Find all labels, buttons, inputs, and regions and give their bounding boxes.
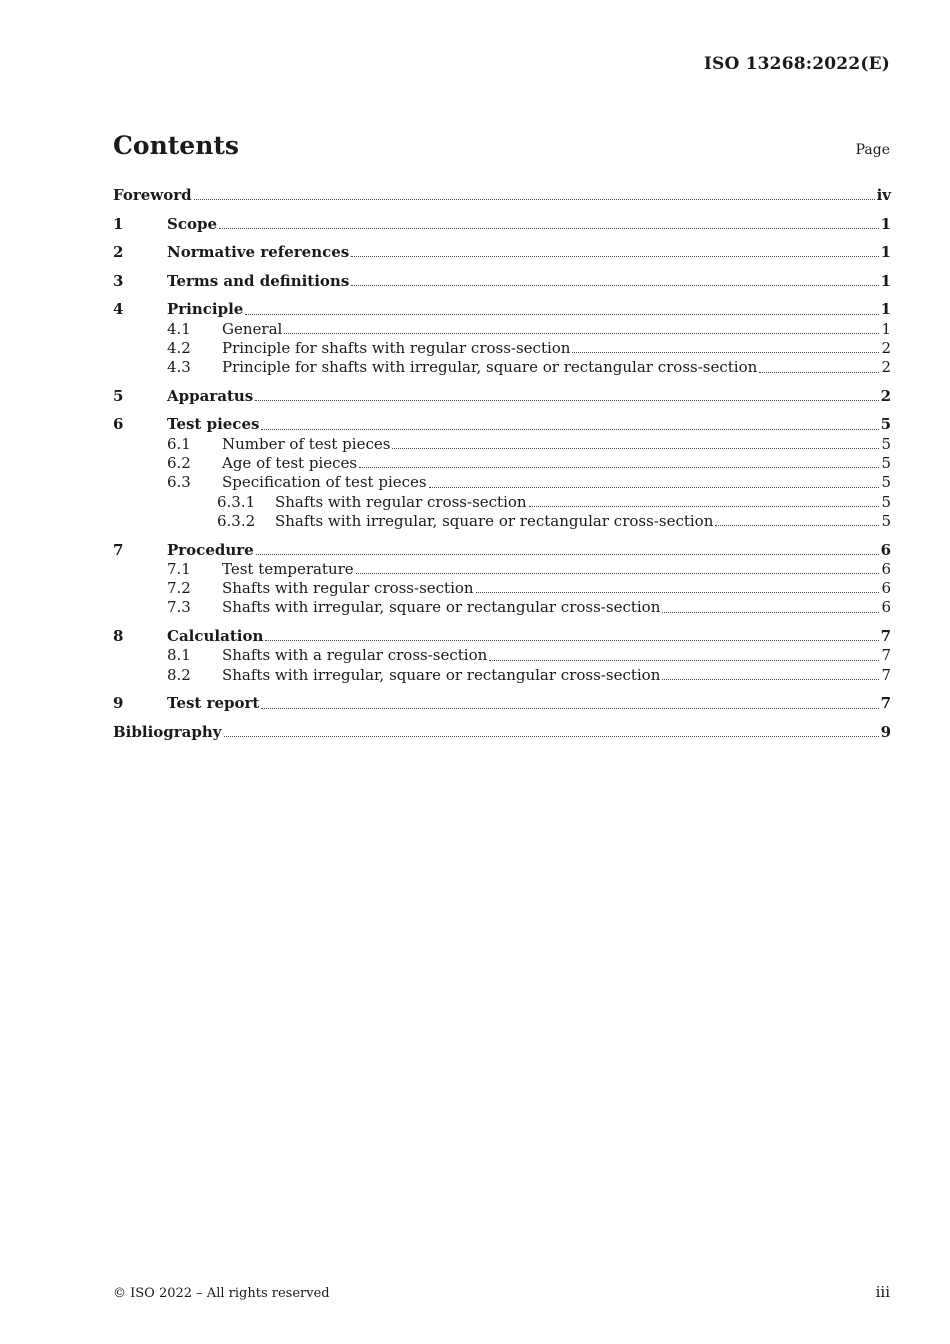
toc-entry-number: 8.2 <box>167 665 191 684</box>
toc-entry-number: 7.1 <box>167 559 191 578</box>
toc-entry-page: 1 <box>881 319 891 338</box>
toc-entry-page: 5 <box>881 492 891 511</box>
toc-entry-number: 4.1 <box>167 319 191 338</box>
toc-entry-number: 6.2 <box>167 454 191 473</box>
toc-entry-number: 8.1 <box>167 646 191 665</box>
toc-entry[interactable] <box>113 387 891 406</box>
toc-entry-number: 6.1 <box>167 434 191 453</box>
toc-entry-title: Specification of test pieces <box>222 473 427 492</box>
toc-entry-page: 6 <box>880 540 891 559</box>
toc-entry-number: 8 <box>113 627 124 646</box>
toc-entry-number: 6.3 <box>167 473 191 492</box>
dot-leader <box>359 466 879 468</box>
toc-entry-page: 7 <box>881 646 891 665</box>
toc-entry-title: Foreword <box>113 186 192 204</box>
toc-entry-number: 4 <box>113 300 124 319</box>
toc-entry-number: 6.3.1 <box>217 492 256 511</box>
toc-entry-number: 1 <box>113 214 124 233</box>
toc-entry-page: 2 <box>881 338 891 357</box>
toc-entry-title: Principle <box>167 300 244 319</box>
toc-entry-page: 6 <box>881 559 891 578</box>
toc-entry-title: Apparatus <box>167 386 254 405</box>
toc-entry-number: 6.3.2 <box>217 511 256 530</box>
toc-entry[interactable] <box>113 493 891 512</box>
toc-entry-title: Shafts with irregular, square or rectangular cross-section <box>222 598 661 617</box>
dot-leader <box>489 659 879 661</box>
dot-leader <box>662 611 879 613</box>
dot-leader <box>194 198 875 200</box>
toc-entry-title: Procedure <box>167 540 254 559</box>
dot-leader <box>224 735 879 737</box>
contents-heading: Contents <box>113 131 240 160</box>
dot-leader <box>662 678 879 680</box>
toc-entry[interactable] <box>113 243 891 262</box>
toc-entry[interactable] <box>113 666 891 685</box>
dot-leader <box>245 313 878 315</box>
dot-leader <box>356 572 880 574</box>
toc-entry-page: 5 <box>881 473 891 492</box>
toc-entry[interactable] <box>113 358 891 377</box>
toc-entry-page: 1 <box>880 243 891 262</box>
toc-entry[interactable] <box>113 415 891 434</box>
toc-entry[interactable] <box>113 215 891 234</box>
toc-entry-page: 6 <box>881 579 891 598</box>
dot-leader <box>261 707 878 709</box>
toc-entry-page: 5 <box>881 454 891 473</box>
dot-leader <box>572 351 879 353</box>
dot-leader <box>261 428 878 430</box>
dot-leader <box>476 591 880 593</box>
toc-entry-title: Shafts with regular cross-section <box>222 579 474 598</box>
page-column-label: Page <box>855 142 890 158</box>
toc-entry-number: 5 <box>113 386 124 405</box>
toc-entry-title: Scope <box>167 214 218 233</box>
toc-entry-title: Shafts with a regular cross-section <box>222 646 488 665</box>
toc-entry-page: 5 <box>880 415 891 434</box>
toc-entry-page: 2 <box>881 358 891 377</box>
dot-leader <box>265 639 878 641</box>
toc-entry-title: Terms and definitions <box>167 271 350 290</box>
toc-entry-page: 1 <box>880 214 891 233</box>
toc-entry[interactable] <box>113 560 891 579</box>
toc-entry[interactable] <box>113 579 891 598</box>
toc-entry-number: 7.3 <box>167 598 191 617</box>
toc-entry[interactable] <box>113 598 891 617</box>
dot-leader <box>219 227 879 229</box>
toc-entry-title: Shafts with irregular, square or rectangular cross-section <box>222 665 661 684</box>
toc-entry[interactable] <box>113 272 891 291</box>
toc-entry-number: 7 <box>113 540 124 559</box>
toc-entry-number: 2 <box>113 243 124 262</box>
toc-entry[interactable] <box>113 694 891 713</box>
toc-entry-page: 1 <box>880 300 891 319</box>
toc-entry[interactable] <box>113 646 891 665</box>
toc-entry-title: Test temperature <box>222 559 354 578</box>
toc-entry[interactable] <box>113 541 891 560</box>
toc-entry-title: Test pieces <box>167 415 260 434</box>
toc-entry-title: Test report <box>167 694 260 713</box>
toc-entry-page: 2 <box>880 386 891 405</box>
toc-entry[interactable] <box>113 186 891 205</box>
toc-entry-number: 9 <box>113 694 124 713</box>
dot-leader <box>429 486 880 488</box>
toc-entry-title: Shafts with regular cross-section <box>275 492 527 511</box>
toc-entry[interactable] <box>113 320 891 339</box>
dot-leader <box>392 447 879 449</box>
toc-entry[interactable] <box>113 473 891 492</box>
toc-entry-page: iv <box>876 186 891 204</box>
toc-entry-page: 1 <box>880 271 891 290</box>
toc-entry-title: Principle for shafts with irregular, square or rectangular cross-section <box>222 358 758 377</box>
toc-entry-page: 7 <box>880 694 891 713</box>
toc-entry-title: Calculation <box>167 627 264 646</box>
toc-entry-page: 9 <box>880 722 891 741</box>
toc-entry-title: General <box>222 319 283 338</box>
toc-entry-title: Normative references <box>167 243 350 262</box>
table-of-contents <box>113 186 891 742</box>
dot-leader <box>284 332 879 334</box>
toc-entry[interactable] <box>113 627 891 646</box>
toc-entry-page: 6 <box>881 598 891 617</box>
dot-leader <box>529 505 880 507</box>
toc-entry-title: Shafts with irregular, square or rectangular cross-section <box>275 511 714 530</box>
dot-leader <box>759 371 879 373</box>
toc-entry[interactable] <box>113 512 891 531</box>
toc-entry[interactable] <box>113 723 891 742</box>
dot-leader <box>715 524 879 526</box>
toc-entry-number: 7.2 <box>167 579 191 598</box>
toc-entry[interactable] <box>113 435 891 454</box>
toc-entry-page: 7 <box>881 665 891 684</box>
toc-entry[interactable] <box>113 300 891 319</box>
document-id: ISO 13268:2022(E) <box>703 54 890 74</box>
toc-entry-page: 7 <box>880 627 891 646</box>
dot-leader <box>255 399 878 401</box>
toc-entry-number: 3 <box>113 271 124 290</box>
toc-entry-number: 6 <box>113 415 124 434</box>
toc-entry-number: 4.3 <box>167 358 191 377</box>
toc-entry-number: 4.2 <box>167 338 191 357</box>
toc-entry[interactable] <box>113 454 891 473</box>
footer-page-number: iii <box>875 1283 890 1301</box>
toc-entry-title: Bibliography <box>113 722 222 741</box>
toc-entry-title: Age of test pieces <box>222 454 358 473</box>
toc-entry-page: 5 <box>881 511 891 530</box>
copyright-notice: © ISO 2022 – All rights reserved <box>113 1286 330 1301</box>
toc-entry[interactable] <box>113 339 891 358</box>
dot-leader <box>256 553 879 555</box>
toc-entry-page: 5 <box>881 434 891 453</box>
toc-entry-title: Number of test pieces <box>222 434 391 453</box>
toc-entry-title: Principle for shafts with regular cross-section <box>222 338 571 357</box>
dot-leader <box>351 255 878 257</box>
dot-leader <box>351 284 878 286</box>
